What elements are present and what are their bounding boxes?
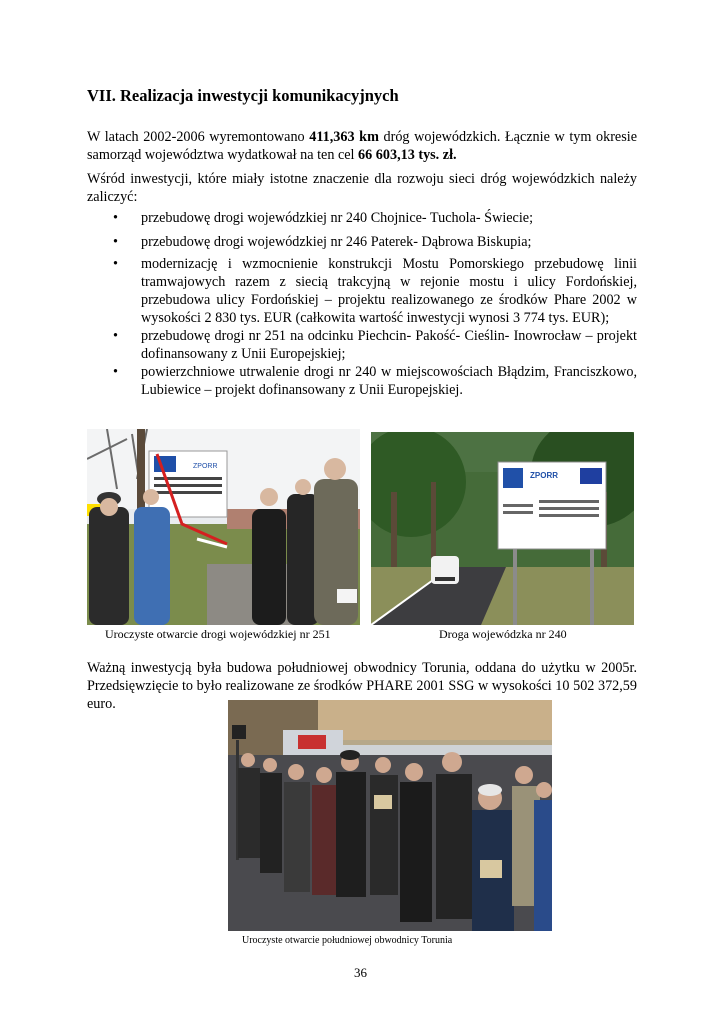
list-item-text: powierzchniowe utrwalenie drogi nr 240 w miejscowościach Błądzim, Franciszkowo, Lubiewice – projekt dofinansowany z Unii Europejskiej. [141,364,637,398]
list-item-text: przebudowę drogi nr 251 na odcinku Piechcin- Pakość- Cieślin- Inowrocław – projekt dofinansowany z Unii Europejskiej; [141,328,637,362]
bullet-icon: • [113,364,118,380]
amount-value: 66 603,13 tys. zł. [358,147,457,163]
list-item [87,209,637,227]
km-value: 411,363 km [309,129,379,145]
bullet-icon: • [113,234,118,250]
photo-caption-torun-bypass: Uroczyste otwarcie południowej obwodnicy Torunia [242,935,453,946]
paragraph-investments-intro: Wśród inwestycji, które miały istotne znaczenie dla rozwoju sieci dróg wojewódzkich należy zaliczyć: [87,171,637,205]
road-251-opening-photo [87,429,360,625]
torun-bypass-opening-photo [228,700,552,931]
list-item [87,363,637,399]
bullet-icon: • [113,256,118,272]
bullet-icon: • [113,328,118,344]
paragraph-text: W latach 2002-2006 wyremontowano [87,129,310,145]
road-240-photo [371,432,634,625]
paragraph-torun-bypass: Ważną inwestycją była budowa południowej obwodnicy Torunia, oddana do użytku w 2005r. Przedsięwzięcie to było realizowane ze środków PHARE 2001 SSG w wysokości 10 502 372,59 euro. [87,660,637,712]
photo-caption-road-240: Droga wojewódzka nr 240 [439,627,567,641]
paragraph-text: dróg wojewódzkich. Łącznie w tym okresie samorząd województwa wydatkował na ten cel [87,129,637,163]
list-item-text: modernizację i wzmocnienie konstrukcji Mostu Pomorskiego przebudowę linii tramwajowych razem z siecią trakcyjną w rejonie mostu i ulicy Fordońskiej, przebudowa ulicy Fordońskiej – projektu realizowanego ze środków Phare 2002 w wysokości 2 830 tys. EUR (całkowita wartość inwestycji wynosi 3 774 tys. EUR); [141,256,637,326]
list-item-text: przebudowę drogi wojewódzkiej nr 240 Chojnice- Tuchola- Świecie; [141,210,534,226]
sign-text: ZPORR [193,463,218,470]
list-item-text: przebudowę drogi wojewódzkiej nr 246 Paterek- Dąbrowa Biskupia; [141,234,532,250]
bullet-icon: • [113,210,118,226]
list-item [87,255,637,327]
crowd-photo-image [228,700,552,931]
photo-caption-road-251: Uroczyste otwarcie drogi wojewódzkiej nr 251 [105,627,331,641]
list-item [87,327,637,363]
ceremony-photo-image [87,429,360,625]
section-heading: VII. Realizacja inwestycji komunikacyjnych [87,86,399,105]
list-item [87,233,637,251]
paragraph-road-repairs [87,128,637,164]
page-number: 36 [354,965,367,980]
sign-text: ZPORR [530,471,558,480]
road-photo-image [371,432,634,625]
investment-list [87,209,637,399]
